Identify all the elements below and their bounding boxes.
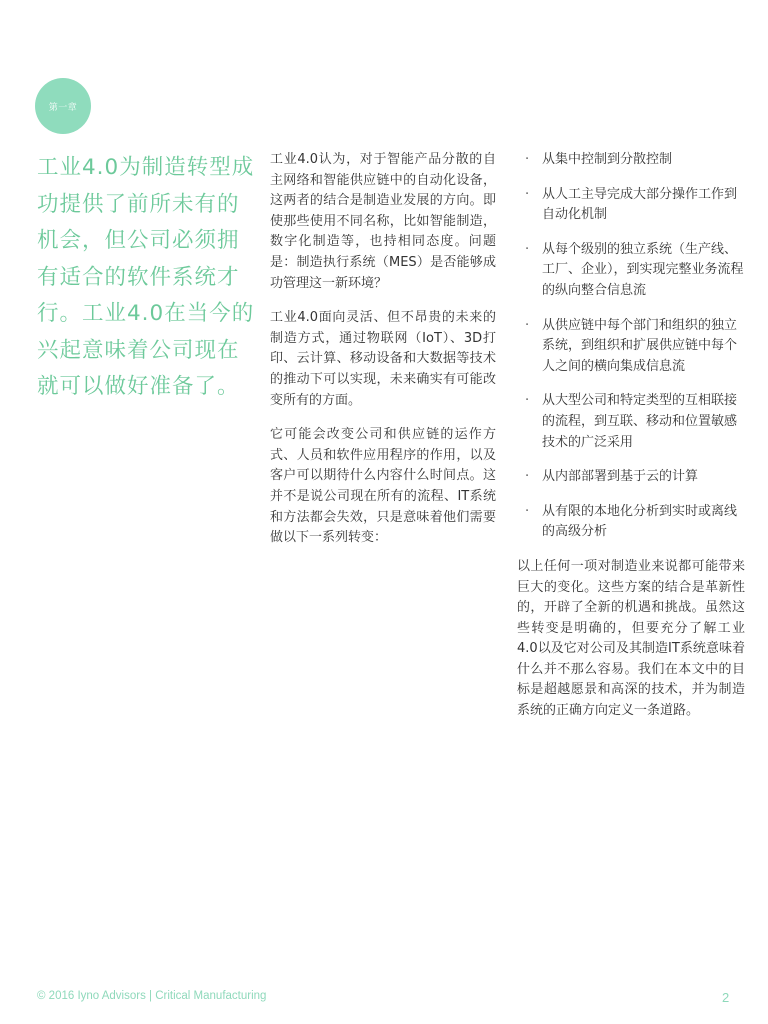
list-item-text: 从内部部署到基于云的计算 (542, 469, 699, 485)
paragraph: 它可能会改变公司和供应链的运作方式、人员和软件应用程序的作用，以及客户可以期待什么内容什么时间点。这并不是说公司现在所有的流程、IT系统和方法都会失效，只是意味着他们需要做以下一系列转变： (270, 427, 496, 546)
bullet-dot-icon: · (525, 393, 530, 409)
list-item-text: 从人工主导完成大部分操作工作到自动化机制 (542, 186, 738, 223)
paragraph: 工业4.0面向灵活、但不昂贵的未来的制造方式，通过物联网（IoT）、3D打印、云计算、移动设备和大数据等技术的推动下可以实现，未来确实有可能改变所有的方面。 (270, 310, 496, 408)
footer-copyright: © 2016 Iyno Advisors | Critical Manufacturing (37, 990, 267, 1002)
list-item-text: 从大型公司和特定类型的互相联接的流程，到互联、移动和位置敏感技术的广泛采用 (542, 393, 738, 450)
list-item (517, 185, 745, 226)
list-item (517, 391, 745, 453)
list-item (517, 240, 745, 302)
bullet-dot-icon: · (525, 152, 530, 167)
list-item (517, 316, 745, 378)
list-item-text: 从供应链中每个部门和组织的独立系统，到组织和扩展供应链中每个人之间的横向集成信息流 (542, 317, 738, 374)
middle-column (270, 150, 496, 563)
page-number: 2 (722, 990, 730, 1005)
list-item-text: 从有限的本地化分析到实时或离线的高级分析 (542, 503, 738, 540)
bullet-dot-icon: · (525, 317, 530, 333)
list-item-text: 从集中控制到分散控制 (542, 152, 673, 167)
transformation-list (517, 150, 745, 543)
right-column (517, 150, 745, 736)
list-item (517, 467, 745, 488)
page-headline: 工业4.0为制造转型成功提供了前所未有的机会，但公司必须拥有适合的软件系统才行。工业4.0在当今的兴起意味着公司现在就可以做好准备了。 (37, 155, 255, 399)
chapter-badge: 第一章 (35, 78, 91, 134)
bullet-dot-icon: · (525, 186, 530, 202)
list-item-text: 从每个级别的独立系统（生产线、工厂、企业），到实现完整业务流程的纵向整合信息流 (542, 241, 744, 298)
list-item (517, 150, 745, 171)
bullet-dot-icon: · (525, 503, 530, 519)
summary-paragraph: 以上任何一项对制造业来说都可能带来巨大的变化。这些方案的结合是革新性的，开辟了全新的机遇和挑战。虽然这些转变是明确的，但要充分了解工业4.0以及它对公司及其制造IT系统意味着什么并不那么容易。我们在本文中的目标是超越愿景和高深的技术，并为制造系统的正确方向定义一条道路。 (517, 558, 745, 719)
paragraph: 工业4.0认为，对于智能产品分散的自主网络和智能供应链中的自动化设备，这两者的结合是制造业发展的方向。即使那些使用不同名称，比如智能制造，数字化制造等，也持相同态度。问题是：制造执行系统（MES）是否能够成功管理这一新环境？ (270, 152, 496, 291)
bullet-dot-icon: · (525, 469, 530, 485)
list-item (517, 502, 745, 543)
bullet-dot-icon: · (525, 241, 530, 257)
